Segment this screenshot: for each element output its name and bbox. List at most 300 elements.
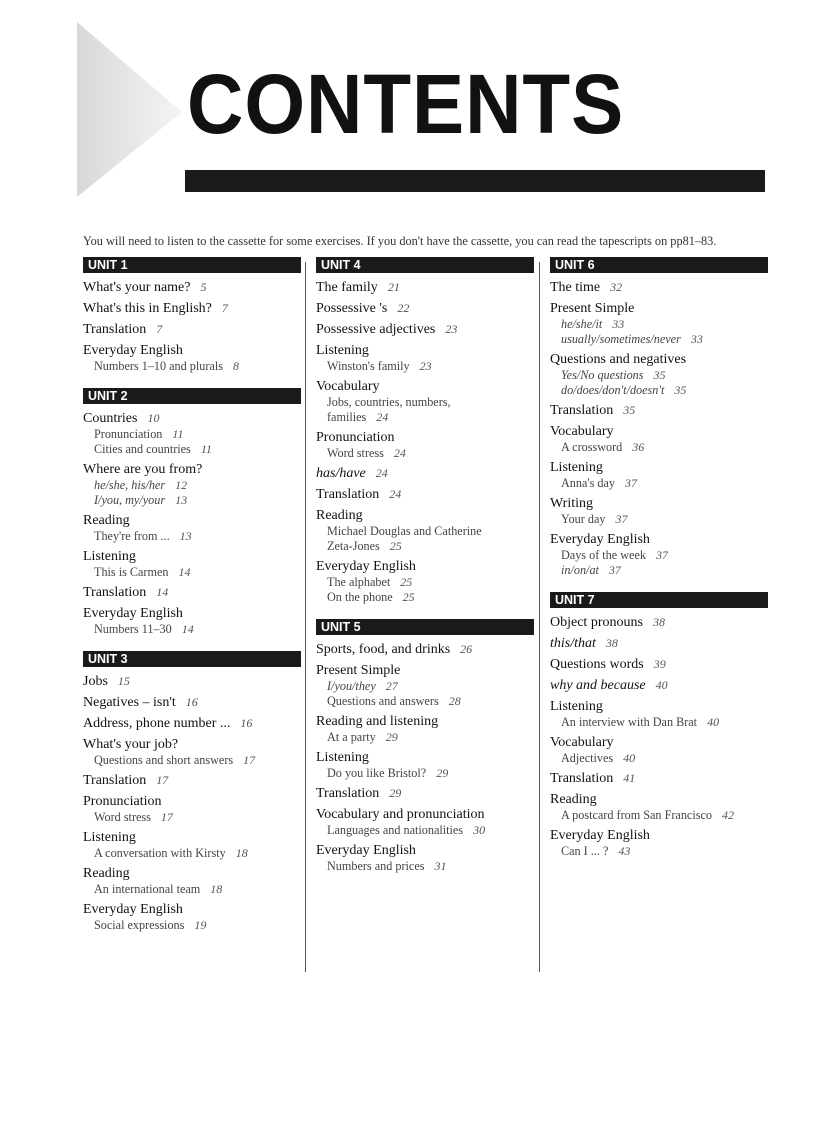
- entry-title-line: [550, 495, 768, 512]
- entry-title-line: [316, 321, 534, 338]
- entry-subtopic: [83, 478, 301, 493]
- contents-entry: [83, 772, 301, 789]
- contents-entry: [550, 791, 768, 823]
- entry-title: why and because: [550, 678, 646, 693]
- subtopic-text: This is Carmen: [94, 565, 169, 579]
- contents-column-3: [550, 257, 768, 863]
- contents-entry: [83, 548, 301, 580]
- entry-title-line: [550, 531, 768, 548]
- unit-header: UNIT 4: [316, 257, 534, 273]
- subtopic-page-number: 43: [618, 844, 631, 858]
- entry-subtopic: [550, 751, 768, 766]
- contents-entry: [550, 279, 768, 296]
- subtopic-text: At a party: [327, 730, 376, 744]
- entry-subtopic: [316, 575, 534, 590]
- entry-title-line: [316, 713, 534, 730]
- subtopic-text: Cities and countries: [94, 442, 191, 456]
- entry-title-line: [83, 461, 301, 478]
- subtopic-page-number: 29: [436, 766, 449, 780]
- subtopic-text: in/on/at: [561, 563, 599, 577]
- contents-column-1: [83, 257, 301, 937]
- subtopic-text: An international team: [94, 882, 201, 896]
- subtopic-page-number: 33: [690, 332, 703, 346]
- entry-page-number: 16: [240, 716, 253, 730]
- entry-title-line: [83, 715, 301, 732]
- subtopic-text: I/you, my/your: [94, 493, 166, 507]
- entry-title: Writing: [550, 496, 593, 511]
- unit-header: UNIT 1: [83, 257, 301, 273]
- subtopic-text: Word stress: [327, 446, 384, 460]
- contents-entry: [316, 486, 534, 503]
- entry-title: Possessive adjectives: [316, 322, 436, 337]
- entry-page-number: 5: [200, 280, 207, 294]
- entry-title-line: [83, 279, 301, 296]
- subtopic-text: usually/sometimes/never: [561, 332, 681, 346]
- contents-entry: [316, 806, 534, 838]
- contents-entry: [316, 713, 534, 745]
- contents-entry: [550, 351, 768, 398]
- entry-title-line: [316, 378, 534, 395]
- subtopic-text: he/she, his/her: [94, 478, 166, 492]
- entry-subtopic: [316, 359, 534, 374]
- subtopic-text: Numbers and prices: [327, 859, 425, 873]
- contents-entry: [550, 614, 768, 631]
- entry-page-number: 29: [389, 786, 402, 800]
- entry-title-line: [550, 791, 768, 808]
- subtopic-text: A crossword: [561, 440, 623, 454]
- entry-subtopic: [550, 715, 768, 730]
- entry-title-line: [316, 641, 534, 658]
- contents-entry: [83, 300, 301, 317]
- entry-title-line: [550, 698, 768, 715]
- entry-title: Vocabulary: [316, 379, 380, 394]
- entry-title-line: [83, 901, 301, 918]
- subtopic-text: do/does/don't/doesn't: [561, 383, 665, 397]
- entry-title: Everyday English: [83, 902, 183, 917]
- contents-entry: [83, 605, 301, 637]
- subtopic-page-number: 18: [210, 882, 223, 896]
- unit-gap: [316, 609, 534, 619]
- entry-title: Object pronouns: [550, 615, 643, 630]
- entry-subtopic: [550, 563, 768, 578]
- unit-header: UNIT 3: [83, 651, 301, 667]
- entry-page-number: 24: [375, 466, 388, 480]
- contents-entry: [316, 465, 534, 482]
- entry-title: Listening: [83, 549, 136, 564]
- subtopic-page-number: 13: [179, 529, 192, 543]
- contents-entry: [83, 829, 301, 861]
- contents-entry: [550, 402, 768, 419]
- subtopic-text: I/you/they: [327, 679, 376, 693]
- entry-subtopic: [550, 476, 768, 491]
- entry-subtopic: [550, 844, 768, 859]
- unit-header: UNIT 6: [550, 257, 768, 273]
- entry-page-number: 21: [387, 280, 400, 294]
- entry-subtopic: [316, 823, 534, 838]
- contents-entry: [316, 641, 534, 658]
- entry-title-line: [316, 342, 534, 359]
- subtopic-text: he/she/it: [561, 317, 603, 331]
- contents-entry: [316, 507, 534, 554]
- subtopic-text: Do you like Bristol?: [327, 766, 427, 780]
- entry-page-number: 35: [623, 403, 636, 417]
- entry-subtopic: [83, 493, 301, 508]
- subtopic-text: Anna's day: [561, 476, 615, 490]
- entry-subtopic: [550, 512, 768, 527]
- entry-subtopic: [83, 442, 301, 457]
- entry-title-line: [316, 749, 534, 766]
- subtopic-page-number: 12: [175, 478, 188, 492]
- entry-title: Address, phone number ...: [83, 716, 231, 731]
- contents-entry: [550, 300, 768, 347]
- subtopic-text: Pronunciation: [94, 427, 163, 441]
- entry-title: Listening: [550, 460, 603, 475]
- entry-title-line: [316, 806, 534, 823]
- entry-subtopic: [83, 427, 301, 442]
- entry-title-line: [316, 662, 534, 679]
- column-divider: [539, 262, 540, 972]
- contents-entry: [550, 770, 768, 787]
- page-title: CONTENTS: [187, 57, 625, 151]
- subtopic-page-number: 17: [160, 810, 173, 824]
- contents-column-2: [316, 257, 534, 878]
- subtopic-text: Social expressions: [94, 918, 185, 932]
- contents-entry: [316, 662, 534, 709]
- entry-subtopic: [316, 679, 534, 694]
- entry-title: has/have: [316, 466, 366, 481]
- entry-title-line: [83, 342, 301, 359]
- entry-title-line: [316, 842, 534, 859]
- entry-title: Jobs: [83, 674, 108, 689]
- entry-title: Translation: [550, 403, 614, 418]
- entry-title-line: [550, 459, 768, 476]
- contents-entry: [83, 793, 301, 825]
- entry-title: Translation: [83, 322, 147, 337]
- entry-title-line: [550, 351, 768, 368]
- entry-subtopic: [83, 622, 301, 637]
- entry-subtopic: [316, 694, 534, 709]
- entry-title-line: [316, 558, 534, 575]
- entry-title: Listening: [316, 343, 369, 358]
- entry-subtopic: [316, 766, 534, 781]
- entry-title-line: [550, 402, 768, 419]
- entry-page-number: 22: [397, 301, 410, 315]
- contents-entry: [316, 785, 534, 802]
- entry-title: What's your job?: [83, 737, 179, 752]
- entry-title: Present Simple: [550, 301, 635, 316]
- entry-title-line: [316, 300, 534, 317]
- entry-title: Everyday English: [83, 343, 183, 358]
- entry-subtopic: [550, 548, 768, 563]
- column-divider: [305, 262, 306, 972]
- contents-entry: [316, 429, 534, 461]
- subtopic-page-number: 37: [608, 563, 621, 577]
- contents-entry: [550, 677, 768, 694]
- contents-entry: [550, 459, 768, 491]
- entry-title-line: [550, 423, 768, 440]
- contents-entry: [83, 410, 301, 457]
- contents-entry: [83, 715, 301, 732]
- subtopic-page-number: 28: [448, 694, 461, 708]
- entry-subtopic: [83, 359, 301, 374]
- contents-entry: [550, 656, 768, 673]
- subtopic-text: A conversation with Kirsty: [94, 846, 226, 860]
- subtopic-page-number: 11: [200, 442, 212, 456]
- entry-subtopic: [83, 753, 301, 768]
- entry-title-line: [550, 279, 768, 296]
- subtopic-page-number: 29: [385, 730, 398, 744]
- entry-page-number: 7: [221, 301, 228, 315]
- subtopic-page-number: 37: [615, 512, 628, 526]
- entry-title-line: [83, 829, 301, 846]
- entry-title-line: [550, 827, 768, 844]
- entry-page-number: 26: [460, 642, 473, 656]
- entry-title: Everyday English: [316, 559, 416, 574]
- subtopic-page-number: 25: [402, 590, 415, 604]
- entry-title: Everyday English: [550, 828, 650, 843]
- contents-entry: [550, 734, 768, 766]
- entry-title-line: [316, 507, 534, 524]
- decorative-triangle: [72, 22, 187, 197]
- subtopic-page-number: 13: [175, 493, 188, 507]
- subtopic-page-number: 33: [612, 317, 625, 331]
- entry-title: Vocabulary and pronunciation: [316, 807, 485, 822]
- entry-subtopic: [316, 539, 534, 554]
- subtopic-text: An interview with Dan Brat: [561, 715, 698, 729]
- entry-page-number: 23: [445, 322, 458, 336]
- entry-title: Possessive 's: [316, 301, 388, 316]
- entry-subtopic: [550, 808, 768, 823]
- unit-gap: [550, 582, 768, 592]
- entry-title: Negatives – isn't: [83, 695, 176, 710]
- entry-page-number: 32: [610, 280, 623, 294]
- contents-entry: [316, 342, 534, 374]
- contents-entry: [550, 423, 768, 455]
- entry-title-line: [316, 486, 534, 503]
- entry-page-number: 39: [653, 657, 666, 671]
- subtopic-page-number: 35: [674, 383, 687, 397]
- entry-subtopic: [550, 317, 768, 332]
- subtopic-page-number: 8: [232, 359, 239, 373]
- entry-title-line: [550, 656, 768, 673]
- entry-subtopic: [83, 529, 301, 544]
- entry-title: Reading: [316, 508, 363, 523]
- entry-title-line: [550, 734, 768, 751]
- entry-page-number: 14: [156, 585, 169, 599]
- subtopic-text: Adjectives: [561, 751, 614, 765]
- entry-title: Listening: [83, 830, 136, 845]
- contents-entry: [83, 342, 301, 374]
- entry-title-line: [550, 614, 768, 631]
- subtopic-page-number: 40: [623, 751, 636, 765]
- entry-subtopic: [316, 524, 534, 539]
- entry-title: Translation: [83, 585, 147, 600]
- subtopic-text: Yes/No questions: [561, 368, 644, 382]
- subtopic-page-number: 35: [653, 368, 666, 382]
- entry-title-line: [550, 635, 768, 652]
- contents-entry: [83, 736, 301, 768]
- entry-title-line: [83, 584, 301, 601]
- entry-title-line: [83, 694, 301, 711]
- contents-entry: [550, 531, 768, 578]
- entry-page-number: 7: [156, 322, 163, 336]
- contents-entry: [316, 300, 534, 317]
- subtopic-page-number: 14: [181, 622, 194, 636]
- entry-title: Everyday English: [83, 606, 183, 621]
- unit-gap: [83, 641, 301, 651]
- unit-header: UNIT 7: [550, 592, 768, 608]
- subtopic-text: Michael Douglas and Catherine: [327, 524, 482, 538]
- entry-subtopic: [316, 410, 534, 425]
- subtopic-page-number: 27: [385, 679, 398, 693]
- entry-title: Reading: [83, 866, 130, 881]
- entry-title-line: [83, 772, 301, 789]
- subtopic-page-number: 30: [473, 823, 486, 837]
- contents-entry: [550, 827, 768, 859]
- entry-subtopic: [83, 565, 301, 580]
- entry-title: Countries: [83, 411, 138, 426]
- entry-title: Reading: [550, 792, 597, 807]
- subtopic-page-number: 31: [434, 859, 447, 873]
- title-underline-bar: [185, 170, 765, 192]
- contents-entry: [316, 378, 534, 425]
- entry-title-line: [550, 677, 768, 694]
- entry-page-number: 10: [147, 411, 160, 425]
- subtopic-page-number: 42: [721, 808, 734, 822]
- subtopic-text: Jobs, countries, numbers,: [327, 395, 451, 409]
- subtopic-page-number: 37: [624, 476, 637, 490]
- subtopic-text: Numbers 1–10 and plurals: [94, 359, 223, 373]
- contents-entry: [316, 749, 534, 781]
- contents-entry: [316, 279, 534, 296]
- subtopic-text: Word stress: [94, 810, 151, 824]
- subtopic-page-number: 23: [419, 359, 432, 373]
- entry-subtopic: [550, 440, 768, 455]
- entry-title: Vocabulary: [550, 424, 614, 439]
- subtopic-page-number: 14: [178, 565, 191, 579]
- subtopic-page-number: 36: [632, 440, 645, 454]
- subtopic-text: They're from ...: [94, 529, 170, 543]
- entry-title: Translation: [550, 771, 614, 786]
- entry-subtopic: [316, 730, 534, 745]
- entry-title: Vocabulary: [550, 735, 614, 750]
- contents-entry: [83, 673, 301, 690]
- subtopic-page-number: 24: [393, 446, 406, 460]
- entry-title: Present Simple: [316, 663, 401, 678]
- entry-title-line: [316, 429, 534, 446]
- entry-subtopic: [316, 446, 534, 461]
- subtopic-page-number: 25: [389, 539, 402, 553]
- entry-title: Pronunciation: [316, 430, 395, 445]
- entry-title-line: [550, 770, 768, 787]
- subtopic-page-number: 37: [655, 548, 668, 562]
- entry-subtopic: [83, 810, 301, 825]
- entry-page-number: 17: [156, 773, 169, 787]
- entry-title: Translation: [83, 773, 147, 788]
- subtopic-text: Can I ... ?: [561, 844, 609, 858]
- entry-title-line: [83, 673, 301, 690]
- entry-title: Translation: [316, 786, 380, 801]
- subtopic-text: Numbers 11–30: [94, 622, 172, 636]
- entry-title-line: [83, 410, 301, 427]
- subtopic-text: Questions and answers: [327, 694, 439, 708]
- entry-subtopic: [83, 846, 301, 861]
- entry-title-line: [83, 793, 301, 810]
- entry-title-line: [83, 321, 301, 338]
- unit-header: UNIT 2: [83, 388, 301, 404]
- intro-text: You will need to listen to the cassette for some exercises. If you don't have the cassette, you can read the tapescripts on pp81–83.: [83, 234, 717, 248]
- entry-title: Listening: [550, 699, 603, 714]
- contents-entry: [316, 558, 534, 605]
- subtopic-text: Your day: [561, 512, 606, 526]
- contents-entry: [83, 865, 301, 897]
- contents-entry: [316, 321, 534, 338]
- entry-title-line: [316, 465, 534, 482]
- entry-title: Sports, food, and drinks: [316, 642, 451, 657]
- entry-title: Where are you from?: [83, 462, 203, 477]
- contents-entry: [83, 901, 301, 933]
- contents-entry: [83, 321, 301, 338]
- subtopic-text: Questions and short answers: [94, 753, 234, 767]
- subtopic-text: On the phone: [327, 590, 393, 604]
- entry-subtopic: [550, 332, 768, 347]
- entry-title: Reading and listening: [316, 714, 439, 729]
- subtopic-page-number: 17: [243, 753, 256, 767]
- contents-entry: [83, 694, 301, 711]
- unit-header: UNIT 5: [316, 619, 534, 635]
- entry-title: this/that: [550, 636, 596, 651]
- contents-entry: [83, 512, 301, 544]
- subtopic-text: A postcard from San Francisco: [561, 808, 712, 822]
- subtopic-page-number: 18: [235, 846, 248, 860]
- entry-title-line: [83, 512, 301, 529]
- entry-title-line: [83, 300, 301, 317]
- contents-entry: [83, 584, 301, 601]
- entry-title: Pronunciation: [83, 794, 162, 809]
- subtopic-text: Zeta-Jones: [327, 539, 380, 553]
- contents-entry: [550, 698, 768, 730]
- entry-title-line: [83, 605, 301, 622]
- subtopic-page-number: 24: [376, 410, 389, 424]
- subtopic-text: families: [327, 410, 367, 424]
- subtopic-text: Winston's family: [327, 359, 410, 373]
- subtopic-text: The alphabet: [327, 575, 391, 589]
- contents-entry: [550, 635, 768, 652]
- subtopic-page-number: 19: [194, 918, 207, 932]
- unit-gap: [83, 378, 301, 388]
- entry-page-number: 41: [623, 771, 636, 785]
- entry-title: Everyday English: [316, 843, 416, 858]
- entry-title: The time: [550, 280, 601, 295]
- entry-page-number: 16: [185, 695, 198, 709]
- entry-subtopic: [550, 368, 768, 383]
- entry-page-number: 40: [655, 678, 668, 692]
- contents-entry: [550, 495, 768, 527]
- entry-title: Everyday English: [550, 532, 650, 547]
- entry-title-line: [83, 865, 301, 882]
- entry-page-number: 24: [389, 487, 402, 501]
- entry-title: What's your name?: [83, 280, 191, 295]
- entry-subtopic: [316, 859, 534, 874]
- entry-title-line: [316, 279, 534, 296]
- entry-title-line: [83, 548, 301, 565]
- subtopic-page-number: 25: [400, 575, 413, 589]
- contents-entry: [316, 842, 534, 874]
- entry-title: The family: [316, 280, 378, 295]
- entry-subtopic: [316, 395, 534, 410]
- subtopic-text: Days of the week: [561, 548, 646, 562]
- entry-title-line: [83, 736, 301, 753]
